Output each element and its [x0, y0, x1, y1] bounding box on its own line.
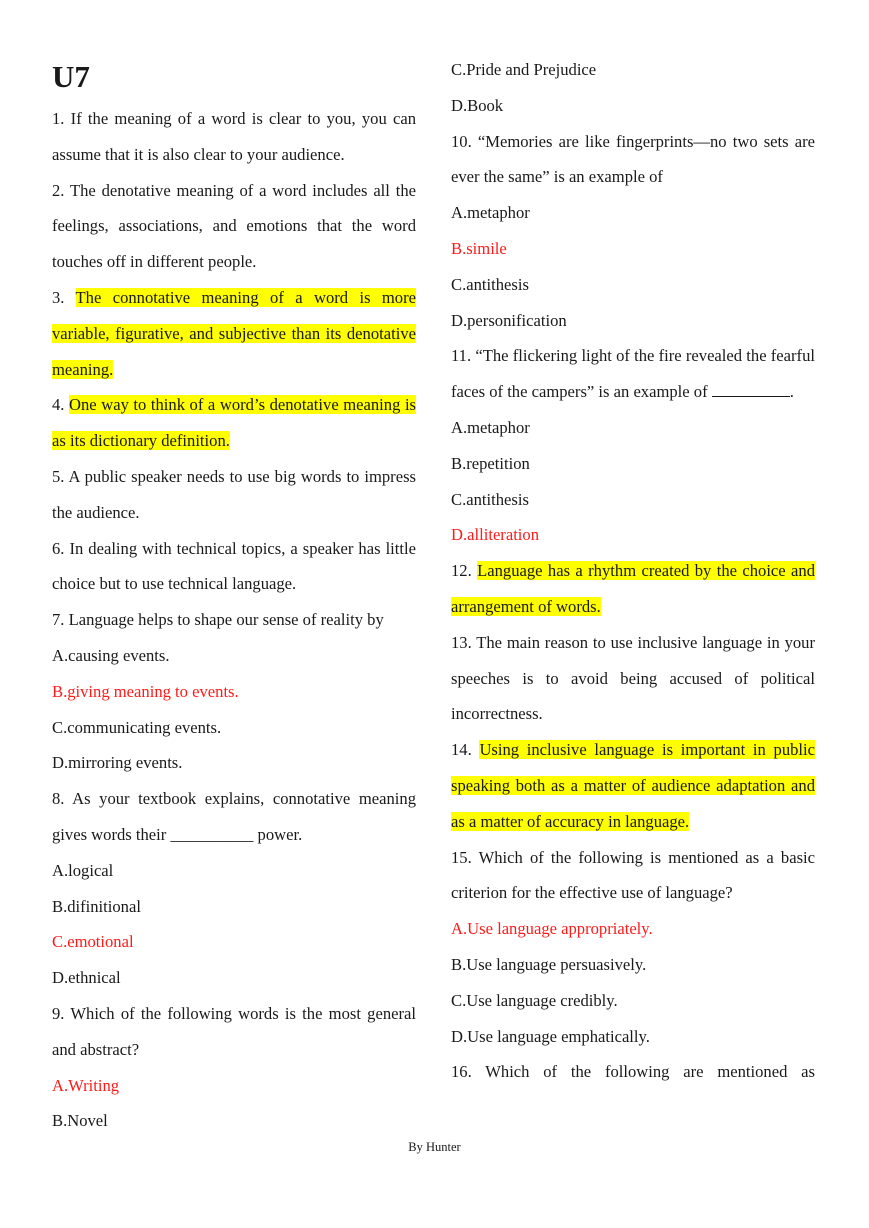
page-title: U7 [52, 59, 90, 94]
question-15: 15. Which of the following is mentioned as a basic criterion for the effective use of language? [451, 847, 815, 903]
question-5: 5. A public speaker needs to use big words to impress the audience. [52, 466, 416, 522]
question-9-option-b: B.Novel [52, 1111, 108, 1131]
question-9-option-c: C.Pride and Prejudice [451, 60, 597, 79]
question-14-number: 14. [451, 740, 480, 760]
question-4-highlighted-text: One way to think of a word’s denotative meaning is as its dictionary definition. [52, 395, 417, 451]
question-14 [451, 732, 815, 839]
question-11-option-d-answer: D.alliteration [451, 525, 540, 545]
question-10-option-a: A.metaphor [451, 203, 530, 223]
right-column [451, 52, 815, 1090]
question-11-option-b: B.repetition [451, 453, 530, 473]
question-11 [451, 338, 815, 410]
question-6: 6. In dealing with technical topics, a speaker has little choice but to use technical language. [52, 538, 416, 594]
question-15-option-b: B.Use language persuasively. [451, 954, 647, 974]
question-11-option-c: C.antithesis [451, 489, 529, 509]
question-11-period: . [789, 382, 794, 402]
question-8-option-d: D.ethnical [52, 968, 121, 988]
question-1: 1. If the meaning of a word is clear to you, you can assume that it is also clear to your audience. [52, 109, 416, 164]
question-8-option-b: B.difinitional [52, 896, 141, 916]
question-4-number: 4. [52, 395, 70, 415]
question-8-option-a: A.logical [52, 860, 114, 880]
question-3-highlighted-text: The connotative meaning of a word is more variable, figurative, and subjective than its denotative meaning. [52, 287, 416, 379]
fill-in-blank [712, 382, 790, 397]
question-15-option-c: C.Use language credibly. [451, 990, 618, 1010]
question-9-option-d: D.Book [451, 95, 504, 115]
question-9-option-a-answer: A.Writing [52, 1075, 120, 1095]
question-4 [52, 387, 416, 459]
question-9: 9. Which of the following words is the most general and abstract? [52, 1003, 416, 1059]
question-15-option-a-answer: A.Use language appropriately. [451, 919, 653, 939]
left-column [52, 53, 416, 1139]
question-14-highlighted-text: Using inclusive language is important in public speaking both as a matter of audience adaptation and as a matter of accuracy in language. [451, 740, 816, 831]
question-12-number: 12. [451, 561, 478, 581]
question-7: 7. Language helps to shape our sense of reality by [52, 610, 384, 630]
question-10-option-b-answer: B.simile [451, 238, 507, 258]
question-12 [451, 553, 815, 625]
question-7-option-b-answer: B.giving meaning to events. [52, 681, 239, 701]
question-2: 2. The denotative meaning of a word includes all the feelings, associations, and emotions that the word touches off in different people. [52, 180, 416, 272]
question-10-option-d: D.personification [451, 310, 567, 330]
question-7-option-a: A.causing events. [52, 645, 170, 665]
question-7-option-d: D.mirroring events. [52, 753, 183, 773]
question-10: 10. “Memories are like fingerprints—no two sets are ever the same” is an example of [451, 131, 815, 187]
page-footer: By Hunter [408, 1140, 461, 1154]
question-3-number: 3. [52, 287, 76, 307]
question-8-option-c-answer: C.emotional [52, 932, 134, 952]
question-10-option-c: C.antithesis [451, 274, 529, 294]
question-16: 16. Which of the following are mentioned as [451, 1062, 815, 1082]
question-11-option-a: A.metaphor [451, 417, 530, 437]
question-15-option-d: D.Use language emphatically. [451, 1026, 650, 1046]
question-12-highlighted-text: Language has a rhythm created by the choice and arrangement of words. [451, 561, 816, 616]
question-7-option-c: C.communicating events. [52, 717, 222, 737]
question-11-text: 11. “The flickering light of the fire revealed the fearful faces of the campers” is an example of [451, 346, 815, 402]
question-3 [52, 280, 416, 387]
question-8: 8. As your textbook explains, connotative meaning gives words their __________ power. [52, 789, 416, 844]
question-13: 13. The main reason to use inclusive language in your speeches is to avoid being accused of political incorrectness. [451, 632, 815, 724]
